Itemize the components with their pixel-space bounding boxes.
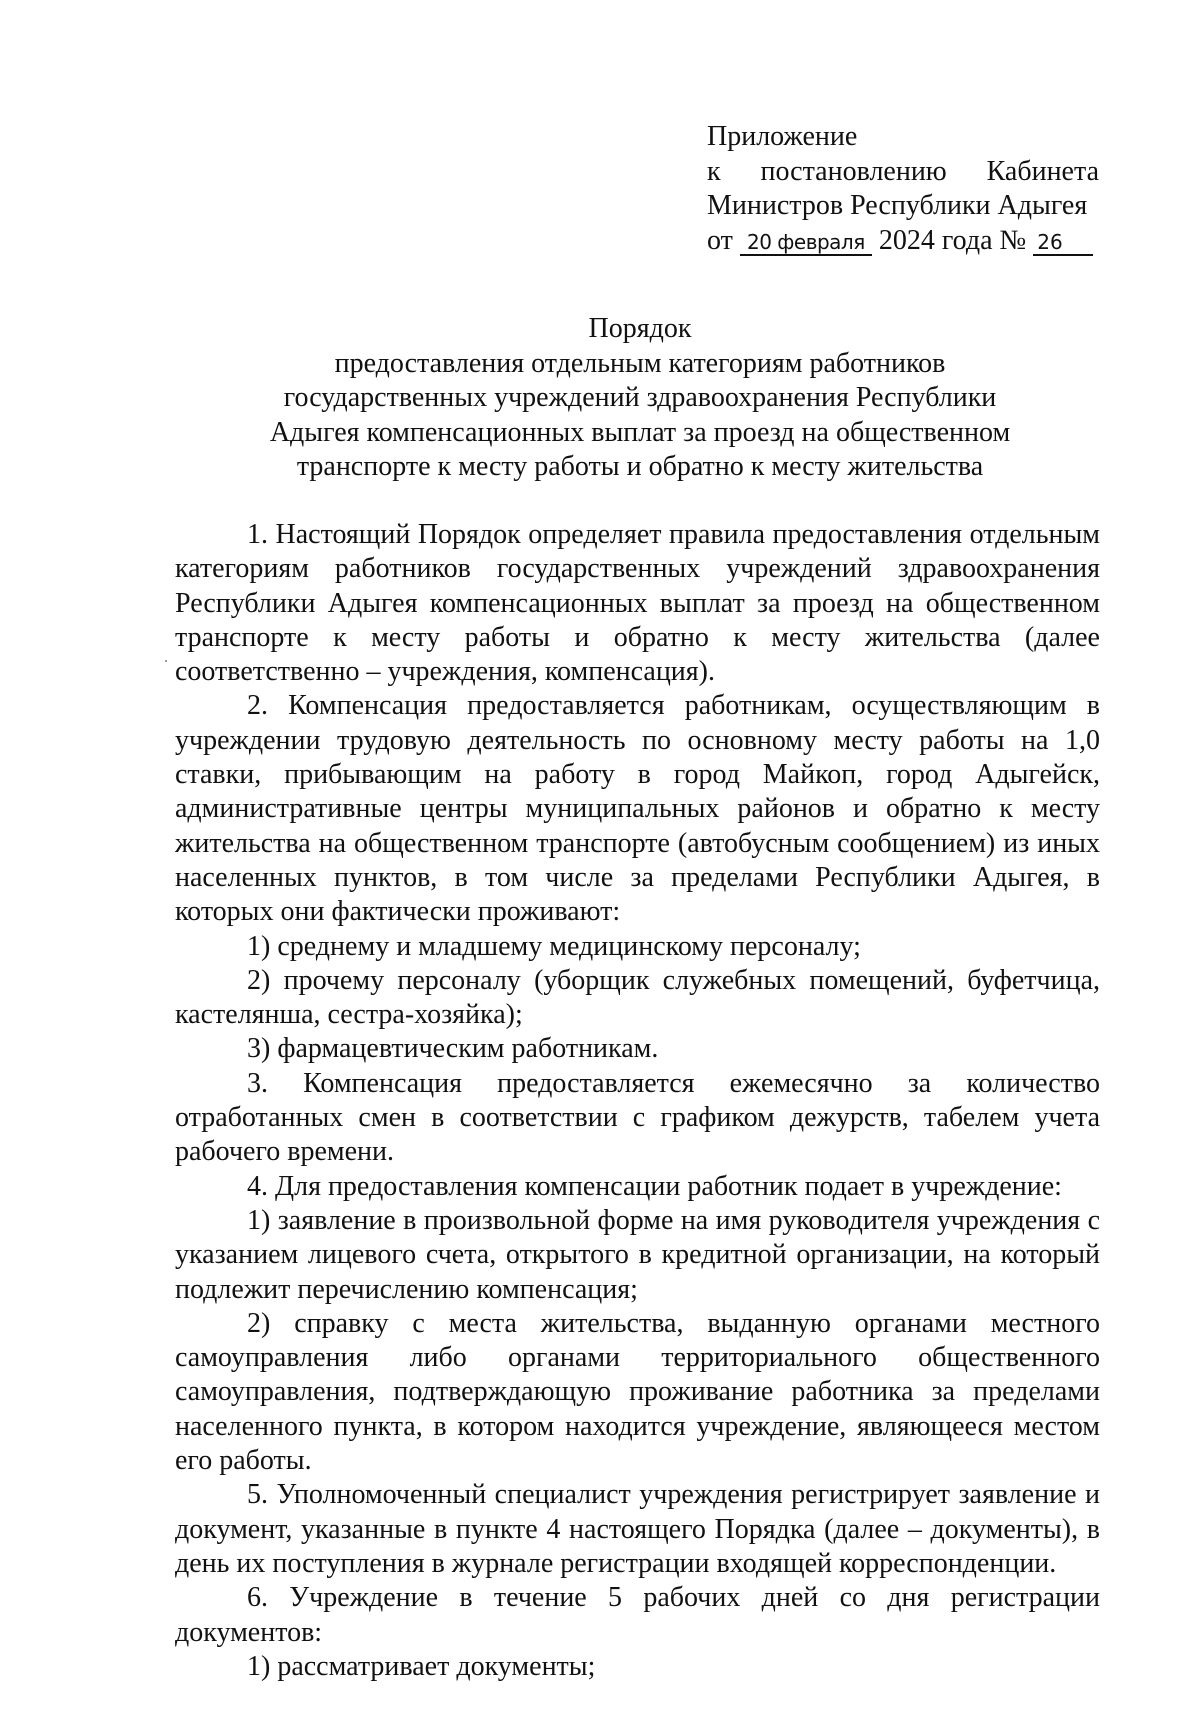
handwritten-date: 20 февраля — [740, 230, 872, 256]
annex-block — [707, 120, 1099, 258]
paragraph-2-item-1: 1) среднему и младшему медицинскому персоналу; — [247, 930, 861, 962]
paragraph-2-item-3: 3) фармацевтическим работникам. — [247, 1033, 659, 1065]
title-line-4: транспорте к месту работы и обратно к месту жительства — [296, 451, 984, 482]
paragraph-6: 6. Учреждение в течение 5 рабочих дней со дня регистрации документов: — [175, 1582, 1100, 1648]
document-title — [200, 312, 1080, 485]
annex-date-line — [707, 224, 1099, 259]
scan-speck — [165, 660, 167, 662]
title-line-1: предоставления отдельным категориям работников — [334, 347, 946, 379]
paragraph-6-item-1: 1) рассматривает документы; — [247, 1650, 596, 1682]
paragraph-5: 5. Уполномоченный специалист учреждения регистрирует заявление и документ, указанные в пункте 4 настоящего Порядка (далее – документы), в день их поступления в журнале регистрации входящей корреспонденции. — [175, 1479, 1100, 1579]
annex-date-year: 2024 года № — [878, 224, 1027, 256]
title-heading: Порядок — [588, 313, 692, 344]
annex-date-prefix: от — [707, 224, 733, 256]
title-line-3: Адыгея компенсационных выплат за проезд на общественном — [269, 416, 1011, 448]
annex-line-1: Приложение — [707, 121, 858, 152]
paragraph-4: 4. Для предоставления компенсации работник подает в учреждение: — [247, 1170, 1062, 1202]
paragraph-2: 2. Компенсация предоставляется работникам, осуществляющим в учреждении трудовую деятельность по основному месту работы на 1,0 ставки, прибывающим на работу в город Майкоп, город Адыгейск, административные центры муниципальных районов и обратно к месту жительства на общественном транспорте (автобусным сообщением) из иных населенных пунктов, в том числе за пределами Республики Адыгея, в которых они фактически проживают: — [175, 690, 1100, 928]
paragraph-3: 3. Компенсация предоставляется ежемесячно за количество отработанных смен в соответствии с графиком дежурств, табелем учета рабочего времени. — [175, 1067, 1100, 1168]
title-line-2: государственных учреждений здравоохранения Республики — [283, 382, 997, 413]
paragraph-4-item-2: 2) справку с места жительства, выданную органами местного самоуправления либо органами территориального общественного самоуправления, подтверждающую проживание работника за пределами населенного пункта, в котором находится учреждение, являющееся местом его работы. — [175, 1307, 1100, 1477]
paragraph-1: 1. Настоящий Порядок определяет правила предоставления отдельным категориям работников государственных учреждений здравоохранения Республики Адыгея компенсационных выплат за проезд на общественном транспорте к месту работы и обратно к месту жительства (далее соответственно – учреждения, компенсация). — [175, 519, 1100, 688]
annex-line-3: Министров Республики Адыгея — [707, 190, 1088, 221]
paragraph-2-item-2: 2) прочему персоналу (уборщик служебных помещений, буфетчица, кастелянша, сестра-хозяйка); — [175, 964, 1100, 1031]
document-body — [175, 518, 1100, 1684]
paragraph-4-item-1: 1) заявление в произвольной форме на имя руководителя учреждения с указанием лицевого счета, открытого в кредитной организации, на который подлежит перечислению компенсация; — [175, 1204, 1100, 1305]
handwritten-number: 26 — [1033, 230, 1093, 256]
annex-line-2: к постановлению Кабинета — [707, 155, 1099, 187]
